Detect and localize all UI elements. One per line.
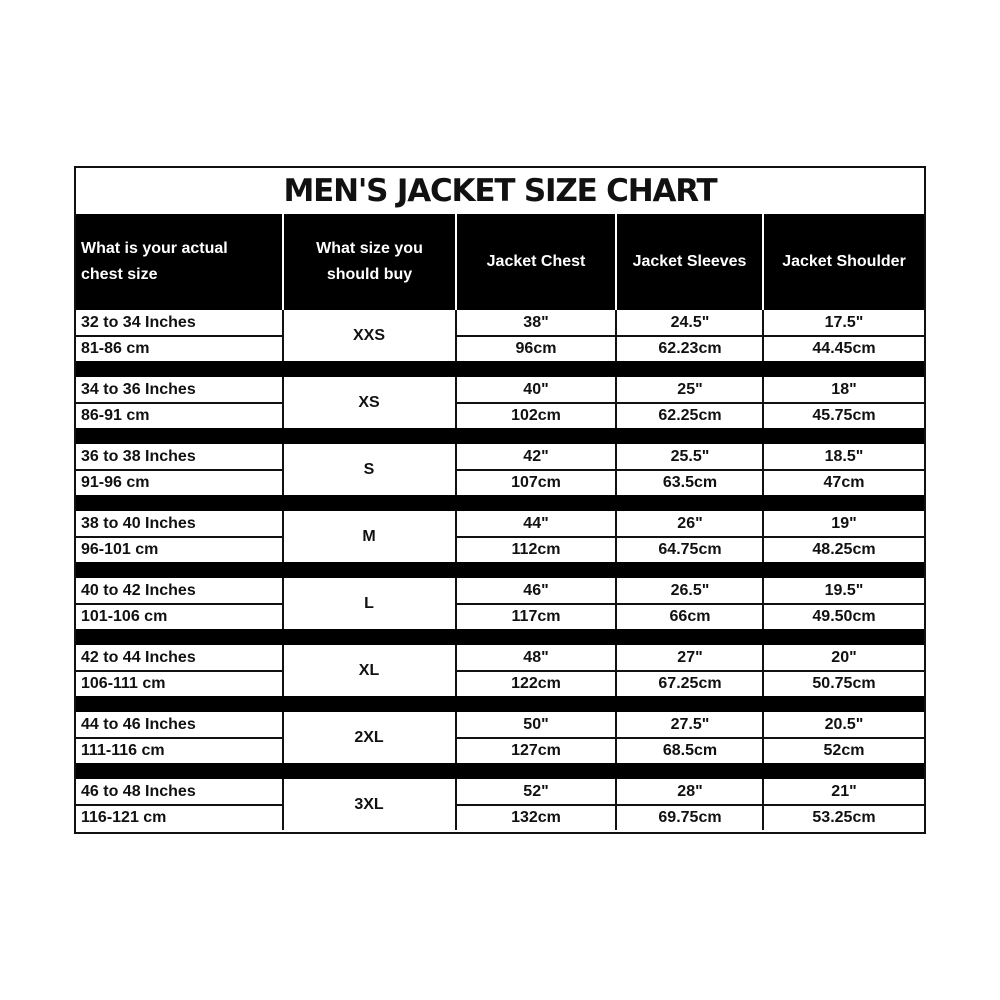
chest-size-inches: 38 to 40 Inches bbox=[81, 514, 196, 532]
jacket-shoulder-cm: 45.75cm bbox=[812, 406, 876, 424]
jacket-shoulder-inches: 19" bbox=[831, 514, 857, 532]
table-row-group bbox=[76, 712, 924, 763]
jacket-sleeves-cm: 62.23cm bbox=[658, 339, 722, 357]
jacket-shoulder-inches: 20" bbox=[831, 648, 857, 666]
chest-size-inches: 32 to 34 Inches bbox=[81, 313, 196, 331]
table-row-group bbox=[76, 511, 924, 562]
jacket-sleeves-cm: 63.5cm bbox=[662, 473, 718, 491]
jacket-sleeves-inches: 25" bbox=[677, 380, 703, 398]
chest-size-cm: 86-91 cm bbox=[81, 406, 150, 424]
jacket-sleeves-inches: 28" bbox=[677, 782, 703, 800]
table-row-group bbox=[76, 310, 924, 361]
chest-size-inches: 40 to 42 Inches bbox=[81, 581, 196, 599]
jacket-sleeves-inches: 26" bbox=[677, 514, 703, 532]
jacket-shoulder-inches: 18.5" bbox=[824, 447, 864, 465]
jacket-chest-cm: 117cm bbox=[511, 607, 561, 625]
chest-size-inches: 34 to 36 Inches bbox=[81, 380, 196, 398]
chest-size-inches: 36 to 38 Inches bbox=[81, 447, 196, 465]
row-divider-bar bbox=[76, 629, 924, 645]
recommended-size: 3XL bbox=[354, 795, 384, 813]
chest-size-cm: 116-121 cm bbox=[81, 808, 167, 826]
jacket-chest-cm: 132cm bbox=[511, 808, 561, 826]
jacket-sleeves-cm: 62.25cm bbox=[658, 406, 722, 424]
jacket-shoulder-inches: 21" bbox=[831, 782, 857, 800]
jacket-chest-inches: 44" bbox=[523, 514, 549, 532]
jacket-sleeves-inches: 26.5" bbox=[670, 581, 710, 599]
jacket-chest-cm: 107cm bbox=[511, 473, 561, 491]
row-divider-bar bbox=[76, 361, 924, 377]
jacket-shoulder-cm: 52cm bbox=[823, 741, 865, 759]
chest-size-cm: 96-101 cm bbox=[81, 540, 159, 558]
recommended-size: 2XL bbox=[354, 728, 384, 746]
recommended-size: S bbox=[363, 460, 375, 478]
size-chart-table bbox=[74, 166, 926, 834]
chest-size-cm: 91-96 cm bbox=[81, 473, 150, 491]
jacket-sleeves-cm: 68.5cm bbox=[662, 741, 718, 759]
recommended-size: XXS bbox=[352, 326, 385, 344]
header-jacket-chest: Jacket Chest bbox=[486, 253, 586, 270]
table-row-group bbox=[76, 444, 924, 495]
row-divider-bar bbox=[76, 562, 924, 578]
recommended-size: M bbox=[362, 527, 376, 545]
table-row-group bbox=[76, 779, 924, 830]
table-row-group bbox=[76, 578, 924, 629]
jacket-sleeves-cm: 69.75cm bbox=[658, 808, 722, 826]
jacket-shoulder-cm: 50.75cm bbox=[812, 674, 876, 692]
table-row-group bbox=[76, 645, 924, 696]
row-divider-bar bbox=[76, 495, 924, 511]
jacket-chest-cm: 127cm bbox=[511, 741, 561, 759]
jacket-chest-cm: 96cm bbox=[515, 339, 557, 357]
jacket-chest-inches: 50" bbox=[523, 715, 549, 733]
chest-size-inches: 46 to 48 Inches bbox=[81, 782, 196, 800]
jacket-sleeves-inches: 24.5" bbox=[670, 313, 710, 331]
jacket-sleeves-cm: 66cm bbox=[669, 607, 711, 625]
jacket-chest-inches: 52" bbox=[523, 782, 549, 800]
header-jacket-sleeves: Jacket Sleeves bbox=[632, 253, 747, 270]
jacket-chest-cm: 102cm bbox=[511, 406, 561, 424]
jacket-sleeves-cm: 64.75cm bbox=[658, 540, 722, 558]
jacket-shoulder-inches: 20.5" bbox=[824, 715, 864, 733]
chest-size-cm: 81-86 cm bbox=[81, 339, 150, 357]
jacket-sleeves-inches: 27" bbox=[677, 648, 703, 666]
chest-size-cm: 111-116 cm bbox=[81, 741, 165, 759]
jacket-shoulder-inches: 18" bbox=[831, 380, 857, 398]
table-row-group bbox=[76, 377, 924, 428]
recommended-size: L bbox=[364, 594, 374, 612]
jacket-shoulder-cm: 48.25cm bbox=[812, 540, 876, 558]
chart-title: MEN'S JACKET SIZE CHART bbox=[283, 173, 717, 209]
table-header bbox=[76, 214, 924, 310]
jacket-chest-inches: 38" bbox=[523, 313, 549, 331]
jacket-chest-inches: 48" bbox=[523, 648, 549, 666]
jacket-chest-inches: 40" bbox=[523, 380, 549, 398]
jacket-sleeves-inches: 27.5" bbox=[670, 715, 710, 733]
chest-size-cm: 106-111 cm bbox=[81, 674, 166, 692]
jacket-chest-inches: 42" bbox=[523, 447, 549, 465]
chest-size-cm: 101-106 cm bbox=[81, 607, 168, 625]
jacket-shoulder-cm: 47cm bbox=[823, 473, 865, 491]
jacket-shoulder-cm: 53.25cm bbox=[812, 808, 876, 826]
header-jacket-shoulder: Jacket Shoulder bbox=[782, 253, 906, 270]
jacket-shoulder-inches: 19.5" bbox=[824, 581, 864, 599]
chest-size-inches: 44 to 46 Inches bbox=[81, 715, 196, 733]
jacket-shoulder-cm: 44.45cm bbox=[812, 339, 876, 357]
header-size-to-buy: What size you should buy bbox=[316, 240, 423, 283]
jacket-shoulder-inches: 17.5" bbox=[824, 313, 864, 331]
jacket-sleeves-inches: 25.5" bbox=[670, 447, 710, 465]
row-divider-bar bbox=[76, 763, 924, 779]
jacket-chest-cm: 122cm bbox=[511, 674, 561, 692]
row-divider-bar bbox=[76, 428, 924, 444]
row-divider-bar bbox=[76, 696, 924, 712]
jacket-chest-cm: 112cm bbox=[511, 540, 561, 558]
header-actual-chest: What is your actual chest size bbox=[81, 240, 228, 283]
chest-size-inches: 42 to 44 Inches bbox=[81, 648, 196, 666]
recommended-size: XL bbox=[358, 661, 380, 679]
jacket-shoulder-cm: 49.50cm bbox=[812, 607, 876, 625]
jacket-sleeves-cm: 67.25cm bbox=[658, 674, 722, 692]
recommended-size: XS bbox=[358, 393, 380, 411]
jacket-chest-inches: 46" bbox=[523, 581, 549, 599]
